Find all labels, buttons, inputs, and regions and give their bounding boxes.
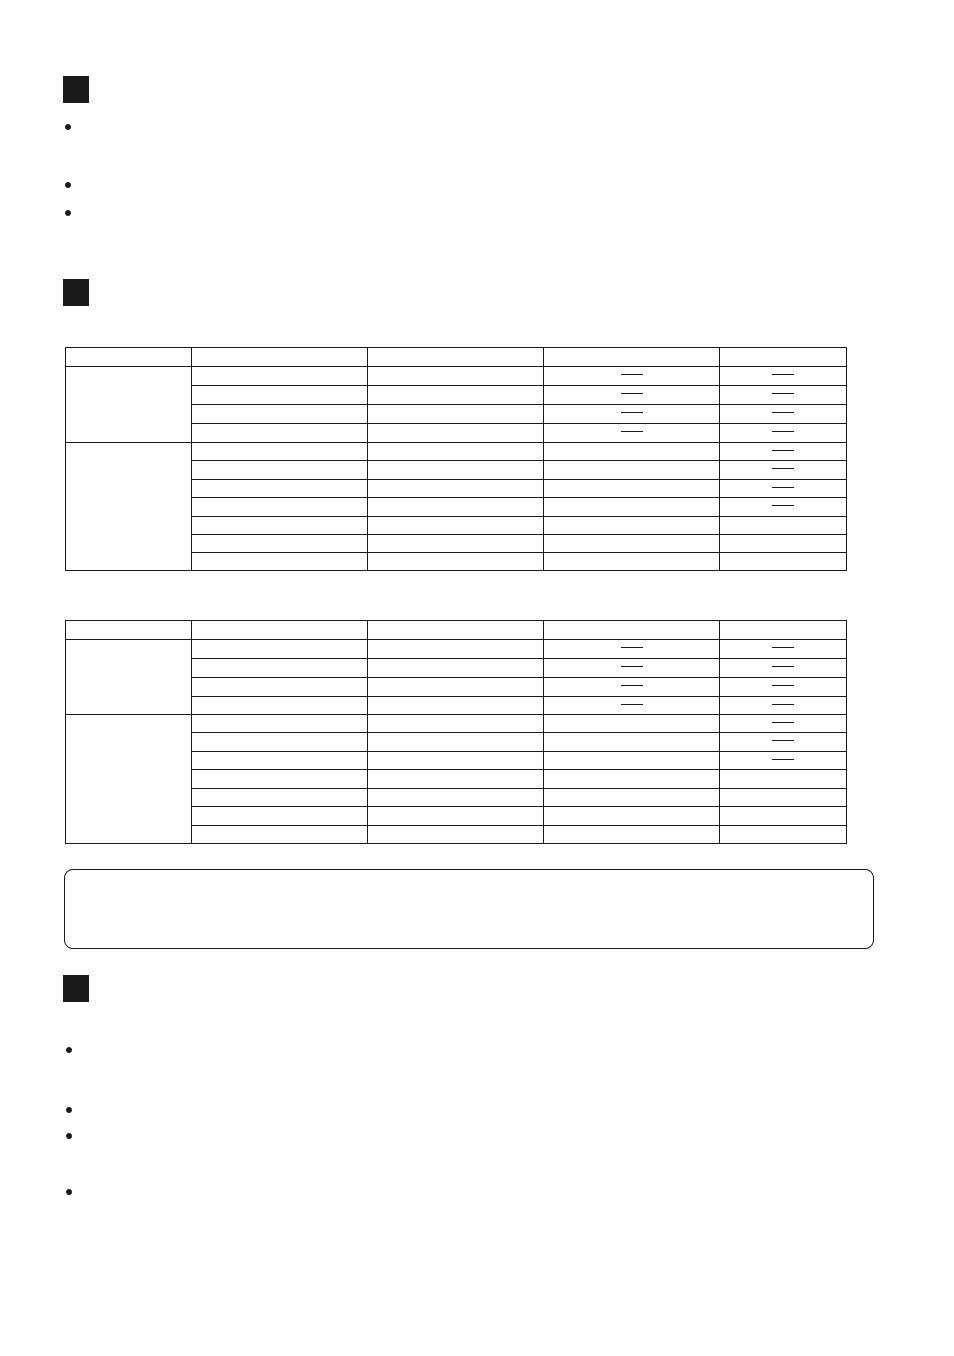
table-cell (720, 498, 847, 517)
table-cell (192, 640, 368, 659)
table-cell (368, 807, 544, 826)
dash-mark (772, 759, 794, 760)
table-cell (720, 424, 847, 443)
dash-mark (621, 647, 643, 648)
table-cell (544, 659, 720, 678)
dash-mark (621, 393, 643, 394)
table-cell (544, 535, 720, 553)
table-cell (720, 443, 847, 461)
group-cell (66, 715, 192, 844)
header-cell (66, 348, 192, 367)
group-cell (66, 640, 192, 715)
table-cell (192, 405, 368, 424)
table-cell (192, 443, 368, 461)
table-cell (192, 697, 368, 715)
table-cell (720, 535, 847, 553)
dash-mark (621, 666, 643, 667)
table-cell (544, 715, 720, 733)
dash-mark (772, 666, 794, 667)
table-cell (720, 678, 847, 697)
table-cell (544, 733, 720, 752)
header-cell (544, 621, 720, 640)
dash-mark (772, 468, 794, 469)
header-cell (192, 621, 368, 640)
table-cell (544, 498, 720, 517)
table-cell (368, 826, 544, 844)
bullet-6 (66, 1133, 72, 1139)
table-cell (368, 678, 544, 697)
table-cell (720, 480, 847, 498)
table-cell (544, 640, 720, 659)
section-marker-3 (63, 975, 89, 1002)
table-cell (368, 697, 544, 715)
table-cell (368, 424, 544, 443)
table-cell (544, 807, 720, 826)
table-cell (192, 678, 368, 697)
table-cell (720, 789, 847, 807)
header-cell (544, 348, 720, 367)
dash-mark (772, 393, 794, 394)
table-cell (720, 367, 847, 386)
group-cell (66, 367, 192, 443)
note-box (64, 869, 874, 949)
bullet-5 (66, 1107, 72, 1113)
table-cell (192, 826, 368, 844)
table-cell (544, 789, 720, 807)
table-cell (368, 770, 544, 789)
table-cell (192, 424, 368, 443)
table-cell (544, 517, 720, 535)
table-header-row (66, 348, 847, 367)
table-cell (368, 553, 544, 571)
table-cell (192, 480, 368, 498)
table-cell (544, 443, 720, 461)
table-cell (368, 535, 544, 553)
table-row (66, 715, 847, 733)
bullet-1 (65, 124, 71, 130)
table-cell (368, 640, 544, 659)
table-cell (368, 715, 544, 733)
dash-mark (772, 704, 794, 705)
header-cell (192, 348, 368, 367)
table-cell (192, 752, 368, 770)
table-cell (368, 386, 544, 405)
table-cell (720, 807, 847, 826)
table-cell (368, 443, 544, 461)
table-cell (192, 535, 368, 553)
table-cell (544, 697, 720, 715)
spec-table-1 (65, 347, 847, 571)
spec-table-2 (65, 620, 847, 844)
table-cell (720, 640, 847, 659)
bullet-7 (66, 1189, 72, 1195)
table-cell (192, 715, 368, 733)
table-row (66, 443, 847, 461)
bullet-4 (66, 1047, 72, 1053)
table-cell (192, 367, 368, 386)
table-cell (720, 826, 847, 844)
dash-mark (621, 431, 643, 432)
table-cell (720, 733, 847, 752)
dash-mark (621, 704, 643, 705)
table-cell (368, 461, 544, 480)
dash-mark (772, 450, 794, 451)
dash-mark (772, 722, 794, 723)
table-cell (720, 659, 847, 678)
dash-mark (772, 685, 794, 686)
dash-mark (621, 685, 643, 686)
dash-mark (772, 374, 794, 375)
table-cell (368, 405, 544, 424)
dash-mark (772, 487, 794, 488)
table-cell (544, 424, 720, 443)
table-cell (544, 367, 720, 386)
table-cell (544, 752, 720, 770)
dash-mark (621, 374, 643, 375)
table-cell (192, 498, 368, 517)
section-marker-1 (63, 76, 89, 103)
table-cell (544, 826, 720, 844)
table-cell (192, 553, 368, 571)
table-cell (368, 733, 544, 752)
table-cell (192, 770, 368, 789)
bullet-3 (65, 210, 71, 216)
table-cell (720, 461, 847, 480)
table-cell (192, 386, 368, 405)
table-cell (192, 461, 368, 480)
table-cell (720, 770, 847, 789)
table-cell (192, 789, 368, 807)
table-row (66, 367, 847, 386)
table-cell (368, 752, 544, 770)
table-header-row (66, 621, 847, 640)
table-cell (544, 553, 720, 571)
table-cell (720, 553, 847, 571)
dash-mark (772, 505, 794, 506)
table-cell (544, 386, 720, 405)
table-cell (544, 678, 720, 697)
table-cell (544, 770, 720, 789)
table-cell (720, 697, 847, 715)
table-cell (544, 461, 720, 480)
table-cell (368, 659, 544, 678)
dash-mark (621, 412, 643, 413)
table-row (66, 640, 847, 659)
table-cell (192, 807, 368, 826)
table-cell (720, 517, 847, 535)
table-cell (192, 517, 368, 535)
header-cell (368, 621, 544, 640)
table-cell (720, 715, 847, 733)
table-cell (720, 405, 847, 424)
header-cell (368, 348, 544, 367)
header-cell (720, 621, 847, 640)
table-cell (720, 752, 847, 770)
table-cell (368, 498, 544, 517)
dash-mark (772, 431, 794, 432)
dash-mark (772, 740, 794, 741)
table-cell (720, 386, 847, 405)
table-cell (368, 789, 544, 807)
table-cell (544, 405, 720, 424)
table-cell (368, 517, 544, 535)
table-cell (368, 367, 544, 386)
table-cell (192, 659, 368, 678)
table-cell (192, 733, 368, 752)
section-marker-2 (63, 279, 89, 306)
bullet-2 (65, 182, 71, 188)
group-cell (66, 443, 192, 571)
dash-mark (772, 412, 794, 413)
header-cell (720, 348, 847, 367)
table-cell (368, 480, 544, 498)
table-cell (544, 480, 720, 498)
header-cell (66, 621, 192, 640)
dash-mark (772, 647, 794, 648)
